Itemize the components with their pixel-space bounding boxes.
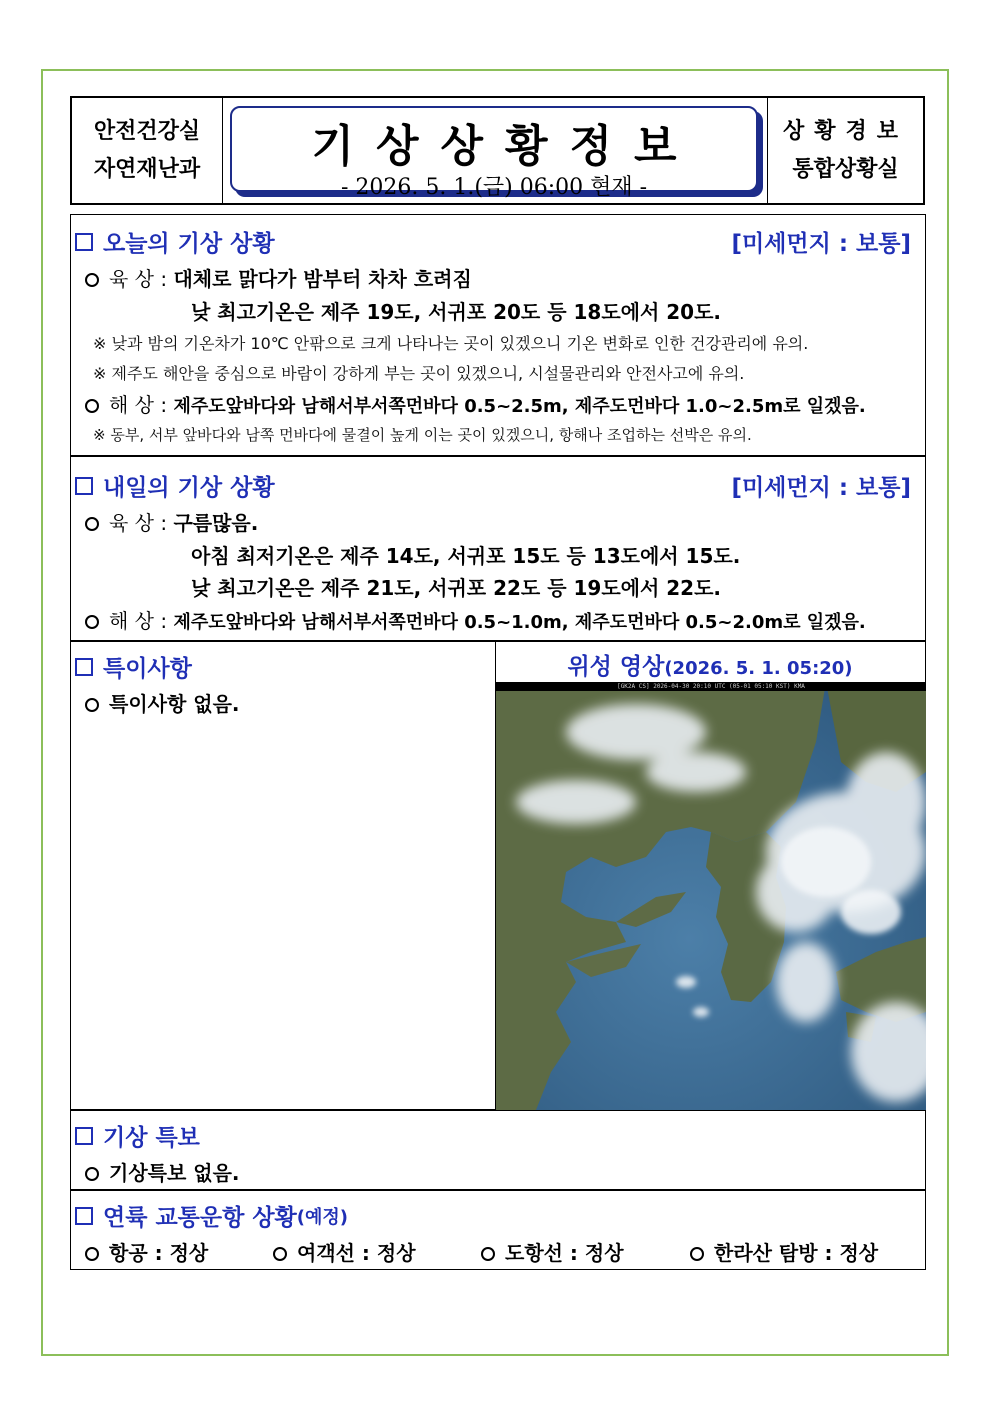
warning-item-text: 기상특보 없음. bbox=[109, 1161, 240, 1185]
page-subtitle: - 2026. 5. 1.(금) 06:00 현재 - bbox=[340, 175, 648, 200]
transport-heading bbox=[75, 1199, 348, 1232]
land-label: 육 상 : bbox=[109, 267, 168, 291]
transport-item-text: 한라산 탐방 : 정상 bbox=[714, 1241, 879, 1265]
warning-section bbox=[70, 1110, 926, 1190]
satellite-title bbox=[495, 648, 925, 681]
special-heading-text: 특이사항 bbox=[103, 656, 192, 682]
checkbox-icon bbox=[75, 1127, 93, 1145]
warning-item bbox=[85, 1157, 239, 1186]
transport-item-hallasan bbox=[690, 1237, 878, 1266]
transport-item-text: 항공 : 정상 bbox=[109, 1241, 209, 1265]
circle-bullet-icon bbox=[85, 399, 99, 413]
tomorrow-land-text2: 아침 최저기온은 제주 14도, 서귀포 15도 등 13도에서 15도. bbox=[191, 544, 741, 568]
satellite-image bbox=[496, 682, 926, 1110]
tomorrow-land-text1: 구름많음. bbox=[173, 511, 259, 535]
department-block bbox=[72, 98, 223, 203]
checkbox-icon bbox=[75, 1207, 93, 1225]
circle-bullet-icon bbox=[85, 273, 99, 287]
tomorrow-land-line3 bbox=[191, 572, 721, 601]
office-block bbox=[767, 98, 923, 203]
warning-heading bbox=[75, 1119, 200, 1152]
today-heading bbox=[75, 225, 275, 258]
tomorrow-section bbox=[70, 456, 926, 641]
today-dust: [미세먼지 : 보통] bbox=[731, 231, 911, 257]
sea-label: 해 상 : bbox=[109, 609, 168, 633]
transport-item-air bbox=[85, 1237, 208, 1266]
transport-item-text: 도항선 : 정상 bbox=[505, 1241, 624, 1265]
document-header bbox=[70, 96, 925, 205]
transport-heading-suffix: (예정) bbox=[296, 1206, 348, 1228]
sea-label: 해 상 : bbox=[109, 393, 168, 417]
circle-bullet-icon bbox=[85, 1167, 99, 1181]
special-item-text: 특이사항 없음. bbox=[109, 692, 240, 716]
transport-item-ferry bbox=[273, 1237, 416, 1266]
transport-heading-text: 연륙 교통운항 상황 bbox=[103, 1205, 297, 1231]
checkbox-icon bbox=[75, 658, 93, 676]
checkbox-icon bbox=[75, 233, 93, 251]
office-line1: 상황경보 bbox=[782, 118, 908, 144]
satellite-caption: [GK2A CS] 2026-04-30 20:10 UTC (05-01 05:10 KST) KMA bbox=[496, 682, 926, 691]
today-sea-line bbox=[85, 389, 866, 418]
page-title: 기상상황정보 bbox=[311, 121, 699, 172]
today-note3: ※ 동부, 서부 앞바다와 남쪽 먼바다에 물결이 높게 이는 곳이 있겠으니, 항해나 조업하는 선박은 유의. bbox=[93, 426, 752, 444]
today-heading-text: 오늘의 기상 상황 bbox=[103, 231, 275, 257]
satellite-time: (2026. 5. 1. 05:20) bbox=[664, 658, 853, 679]
today-section bbox=[70, 214, 926, 456]
office-line2: 통합상황실 bbox=[792, 156, 899, 182]
circle-bullet-icon bbox=[85, 1247, 99, 1261]
department-line1: 안전건강실 bbox=[93, 118, 201, 144]
special-heading bbox=[75, 650, 192, 683]
transport-item-text: 여객선 : 정상 bbox=[297, 1241, 416, 1265]
tomorrow-heading-text: 내일의 기상 상황 bbox=[103, 475, 275, 501]
circle-bullet-icon bbox=[85, 615, 99, 629]
circle-bullet-icon bbox=[690, 1247, 704, 1261]
tomorrow-sea-line bbox=[85, 605, 866, 634]
tomorrow-heading bbox=[75, 469, 275, 502]
circle-bullet-icon bbox=[273, 1247, 287, 1261]
land-label: 육 상 : bbox=[109, 511, 168, 535]
circle-bullet-icon bbox=[85, 517, 99, 531]
tomorrow-dust: [미세먼지 : 보통] bbox=[731, 475, 911, 501]
circle-bullet-icon bbox=[481, 1247, 495, 1261]
special-section bbox=[70, 641, 926, 1110]
warning-heading-text: 기상 특보 bbox=[103, 1125, 200, 1151]
special-item bbox=[85, 688, 239, 717]
transport-item-island-ferry bbox=[481, 1237, 624, 1266]
transport-section bbox=[70, 1190, 926, 1270]
title-box bbox=[230, 106, 758, 200]
tomorrow-land-line2 bbox=[191, 540, 740, 569]
department-line2: 자연재난과 bbox=[93, 156, 201, 182]
tomorrow-sea-text: 제주도앞바다와 남해서부서쪽먼바다 0.5~1.0m, 제주도먼바다 0.5~2.0m로 일겠음. bbox=[173, 612, 866, 633]
satellite-title-text: 위성 영상 bbox=[567, 654, 665, 680]
today-land-text1: 대체로 맑다가 밤부터 차차 흐려짐 bbox=[173, 267, 472, 291]
today-land-line1 bbox=[85, 263, 472, 292]
tomorrow-land-text3: 낮 최고기온은 제주 21도, 서귀포 22도 등 19도에서 22도. bbox=[191, 576, 721, 600]
checkbox-icon bbox=[75, 477, 93, 495]
satellite-map-illustration bbox=[496, 682, 926, 1110]
tomorrow-land-line1 bbox=[85, 507, 258, 536]
today-sea-text: 제주도앞바다와 남해서부서쪽먼바다 0.5~2.5m, 제주도먼바다 1.0~2.5m로 일겠음. bbox=[173, 396, 866, 417]
today-land-text2: 낮 최고기온은 제주 19도, 서귀포 20도 등 18도에서 20도. bbox=[191, 300, 721, 324]
circle-bullet-icon bbox=[85, 698, 99, 712]
today-note2: ※ 제주도 해안을 중심으로 바람이 강하게 부는 곳이 있겠으니, 시설물관리와 안전사고에 유의. bbox=[93, 364, 745, 383]
today-land-line2 bbox=[191, 296, 721, 325]
today-note1: ※ 낮과 밤의 기온차가 10℃ 안팎으로 크게 나타나는 곳이 있겠으니 기온 변화로 인한 건강관리에 유의. bbox=[93, 334, 809, 353]
